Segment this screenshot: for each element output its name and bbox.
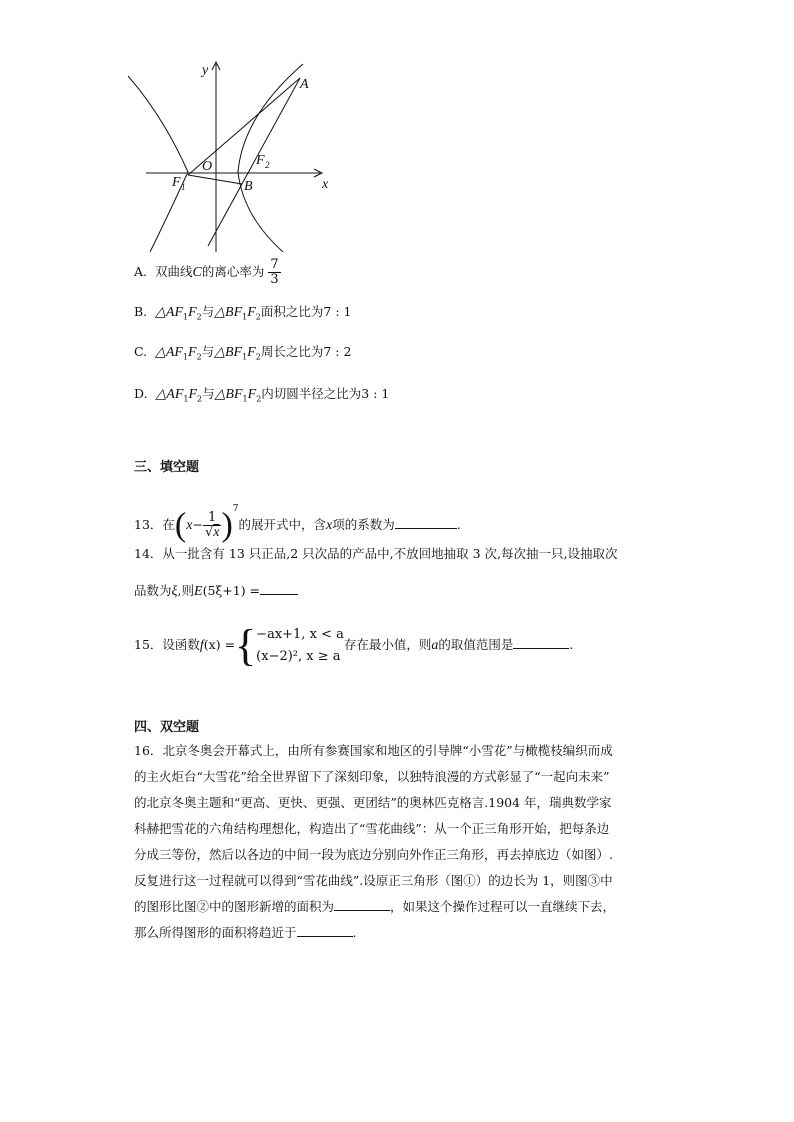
label-A: A (300, 77, 309, 92)
question-16-line: 科赫把雪花的六角结构理想化，构造出了“雪花曲线”：从一个正三角形开始，把每条边 (134, 821, 610, 836)
answer-blank-16-1[interactable] (334, 896, 390, 911)
fraction-7-3: $\frac{7}{3}$ (270, 257, 279, 287)
label-F2-sub: 2 (265, 160, 270, 170)
answer-blank-16-2[interactable] (297, 922, 353, 937)
section-heading-fill-blank: 三、填空题 (134, 460, 200, 475)
question-16-line: 的北京冬奥主题和“更高、更快、更强、更团结”的奥林匹克格言.1904 年，瑞典数学家 (134, 795, 612, 810)
label-F1: F (172, 175, 181, 190)
question-16-line: 的图形比图②中的图形新增的面积为 ，如果这个操作过程可以一直继续下去， (134, 894, 674, 920)
question-16-line: 的主火炬台“大雪花”给全世界留下了深刻印象，以独特浪漫的方式彰显了“一起向未来” (134, 769, 610, 784)
label-x: x (322, 177, 329, 192)
question-14-line-1: 14．从一批含有 13 只正品,2 只次品的产品中,不放回地抽取 3 次,每次抽一只,设抽取次 (134, 546, 618, 561)
question-16 (134, 738, 674, 946)
fraction-1-sqrtx: $\frac{1}{√x}$ (204, 510, 220, 540)
label-y: y (202, 63, 209, 78)
section-heading-double-blank: 四、双空题 (134, 720, 200, 735)
answer-blank-13[interactable] (395, 514, 457, 529)
question-16-line: 16．北京冬奥会开幕式上，由所有参赛国家和地区的引导牌“小雪花”与橄榄枝编织而成 (134, 743, 613, 758)
question-16-line: 那么所得图形的面积将趋近于 . (134, 920, 674, 946)
hyperbola-figure (128, 56, 338, 252)
label-O: O (202, 159, 213, 174)
label-F1-sub: 1 (181, 182, 186, 192)
option-b: B. $\triangle AF_1F_2$与$\triangle BF_1F_2$面积之比为7 : 1 (134, 304, 352, 322)
question-14-line-2: 品数为ξ,则E(5ξ+1) = (134, 580, 298, 602)
hyperbola-left-branch (128, 76, 188, 252)
label-F2: F (256, 153, 265, 168)
question-13: 13．在(x− $\frac{1}{√x}$ )$^7$的展开式中，含x项的系数为 . (134, 504, 461, 544)
option-a: A. 双曲线C的离心率为 $\frac{7}{3}$ (134, 257, 279, 287)
option-d: D. $\triangle AF_1F_2$与$\triangle BF_1F_2$内切圆半径之比为3 : 1 (134, 386, 390, 404)
line-A-B-extended (208, 78, 300, 246)
option-c: C. $\triangle AF_1F_2$与$\triangle BF_1F_2$周长之比为7 : 2 (134, 344, 352, 362)
question-15: 15．设函数f(x) ={ −ax+1, x < a (x−2)², x ≥ a 存在最小值，则a的取值范围是 . (134, 620, 574, 670)
answer-blank-14[interactable] (260, 580, 298, 595)
question-16-line: 反复进行这一过程就可以得到“雪花曲线”.设原正三角形（图①）的边长为 1，则图③中 (134, 873, 613, 888)
line-F1-B (188, 175, 242, 184)
hyperbola-right-branch (238, 64, 303, 252)
answer-blank-15[interactable] (513, 634, 569, 649)
piecewise-cases: −ax+1, x < a (x−2)², x ≥ a (256, 626, 344, 664)
question-16-line: 分成三等份，然后以各边的中间一段为底边分别向外作正三角形，再去掉底边（如图）. (134, 847, 613, 862)
label-B: B (244, 179, 253, 194)
